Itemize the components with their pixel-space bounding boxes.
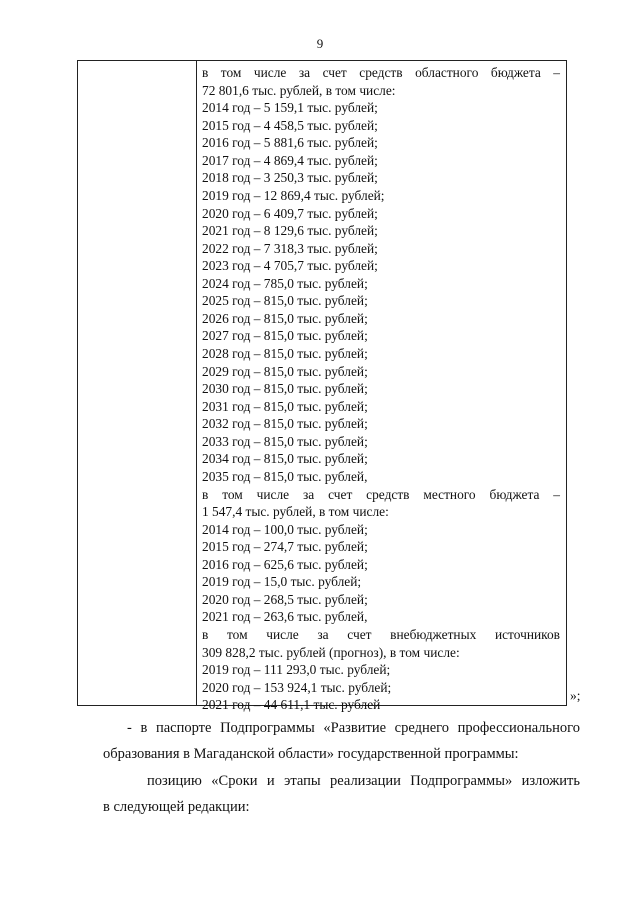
table-line: 2031 год – 815,0 тыс. рублей; bbox=[202, 398, 368, 414]
table-line: 2015 год – 4 458,5 тыс. рублей; bbox=[202, 117, 378, 133]
paragraph-education-line: образования в Магаданской области» государственной программы: bbox=[103, 746, 519, 762]
table-line: 2018 год – 3 250,3 тыс. рублей; bbox=[202, 170, 378, 186]
table-line: 2015 год – 274,7 тыс. рублей; bbox=[202, 539, 368, 555]
paragraph-position-line: позицию «Сроки и этапы реализации Подпрограммы» изложить bbox=[147, 773, 580, 789]
table-line: 309 828,2 тыс. рублей (прогноз), в том числе: bbox=[202, 644, 460, 660]
table-line: 2029 год – 815,0 тыс. рублей; bbox=[202, 363, 368, 379]
table-line: 2022 год – 7 318,3 тыс. рублей; bbox=[202, 240, 378, 256]
table-line: 2019 год – 111 293,0 тыс. рублей; bbox=[202, 662, 391, 678]
table-content-cell bbox=[202, 64, 560, 714]
table-line: 2019 год – 15,0 тыс. рублей; bbox=[202, 574, 362, 590]
table-line: 2034 год – 815,0 тыс. рублей; bbox=[202, 451, 368, 467]
closing-quote-mark: »; bbox=[570, 688, 581, 703]
table-line: 2028 год – 815,0 тыс. рублей; bbox=[202, 346, 368, 361]
table-line: 2021 год – 44 611,1 тыс. рублей bbox=[202, 697, 381, 713]
table-line: 2026 год – 815,0 тыс. рублей; bbox=[202, 310, 368, 326]
table-line: 2017 год – 4 869,4 тыс. рублей; bbox=[202, 152, 378, 168]
paragraph-edition-line: в следующей редакции: bbox=[103, 799, 250, 815]
table-line: 2020 год – 6 409,7 тыс. рублей; bbox=[202, 205, 378, 221]
table-line: 2030 год – 815,0 тыс. рублей; bbox=[202, 381, 368, 397]
table-line: 2014 год – 100,0 тыс. рублей; bbox=[202, 521, 368, 537]
table-line: 2014 год – 5 159,1 тыс. рублей; bbox=[202, 100, 378, 116]
table-line: 2020 год – 153 924,1 тыс. рублей; bbox=[202, 679, 392, 695]
table-line: 2027 год – 815,0 тыс. рублей; bbox=[202, 328, 368, 344]
table-line: 2016 год – 625,6 тыс. рублей; bbox=[202, 556, 368, 572]
table-line: 72 801,6 тыс. рублей, в том числе: bbox=[202, 82, 396, 98]
paragraph-passport-line: - в паспорте Подпрограммы «Развитие среднего профессионального bbox=[127, 720, 580, 736]
table-line: 2025 год – 815,0 тыс. рублей; bbox=[202, 293, 368, 309]
table-line: 2019 год – 12 869,4 тыс. рублей; bbox=[202, 187, 385, 203]
table-line: в том числе за счет внебюджетных источников bbox=[202, 627, 560, 642]
table-line: 2024 год – 785,0 тыс. рублей; bbox=[202, 275, 368, 291]
table-line: в том числе за счет средств местного бюджета – bbox=[202, 486, 560, 502]
table-line: 2021 год – 8 129,6 тыс. рублей; bbox=[202, 223, 378, 239]
table-line: 2021 год – 263,6 тыс. рублей, bbox=[202, 609, 368, 625]
page-number: 9 bbox=[316, 36, 324, 51]
table-line: 1 547,4 тыс. рублей, в том числе: bbox=[202, 504, 389, 520]
table-line: в том числе за счет средств областного бюджета – bbox=[202, 65, 560, 80]
table-line: 2033 год – 815,0 тыс. рублей; bbox=[202, 433, 368, 449]
table-line: 2035 год – 815,0 тыс. рублей, bbox=[202, 468, 368, 484]
budget-table bbox=[77, 60, 567, 713]
table-line: 2020 год – 268,5 тыс. рублей; bbox=[202, 591, 368, 607]
table-line: 2023 год – 4 705,7 тыс. рублей; bbox=[202, 258, 378, 274]
table-line: 2016 год – 5 881,6 тыс. рублей; bbox=[202, 135, 378, 151]
table-line: 2032 год – 815,0 тыс. рублей; bbox=[202, 416, 368, 432]
column-divider bbox=[196, 61, 197, 705]
